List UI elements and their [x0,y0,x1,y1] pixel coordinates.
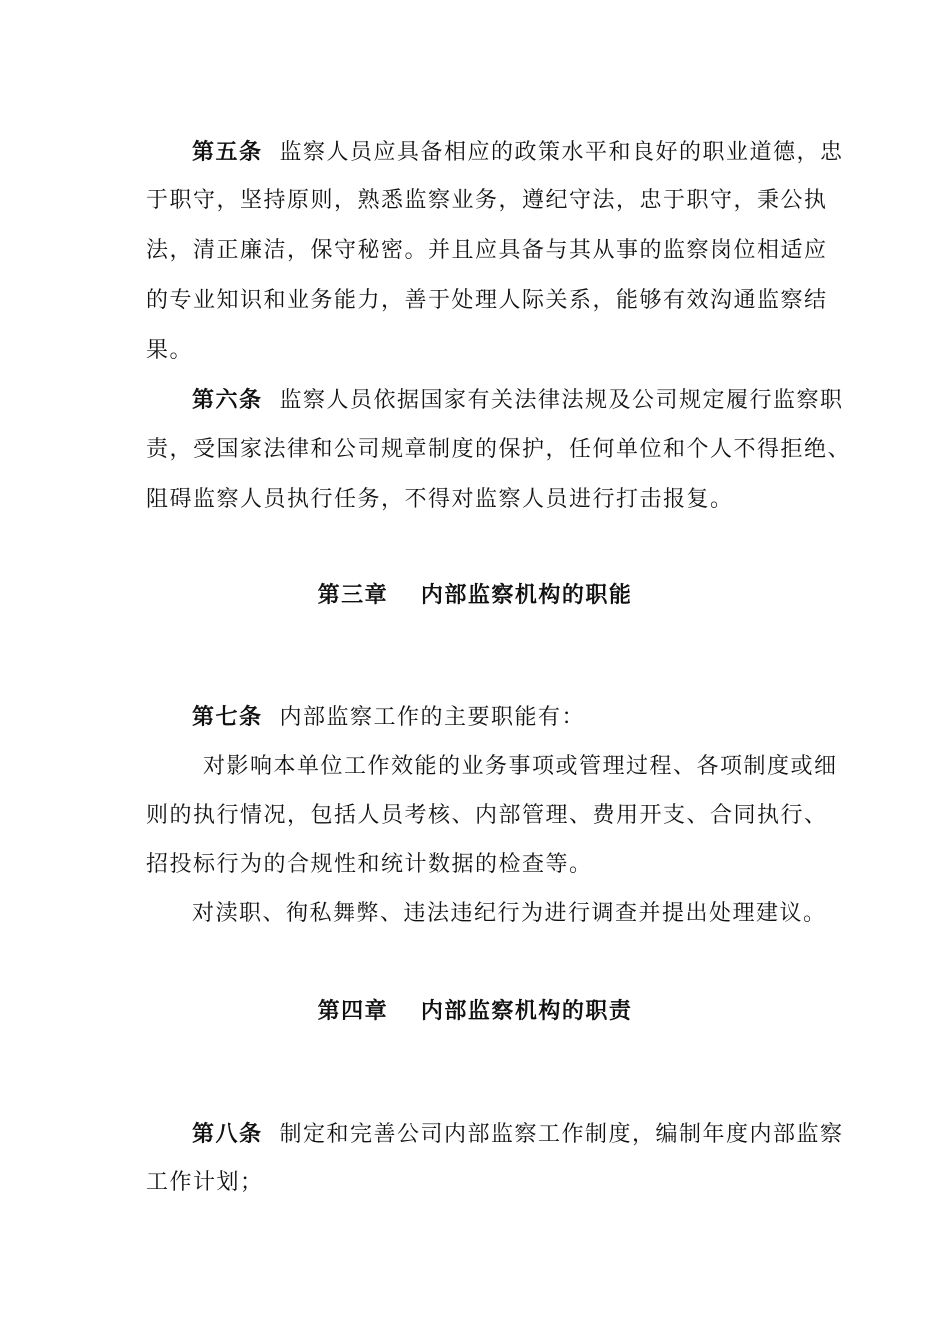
article-6-line-3: 阻碍监察人员执行任务，不得对监察人员进行打击报复。 [146,487,734,512]
article-7-item-1-line-3: 招投标行为的合规性和统计数据的检查等。 [146,852,593,877]
article-7-label: 第七条 [192,704,263,730]
article-6-text: 监察人员依据国家有关法律法规及公司规定履行监察职 [279,388,844,413]
article-6-label: 第六条 [192,387,263,413]
chapter-3-heading: 第三章 内部监察机构的职能 [317,582,633,608]
article-5-line-5: 果。 [146,338,194,363]
article-6-line-2: 责，受国家法律和公司规章制度的保护，任何单位和个人不得拒绝、 [146,437,852,462]
article-7-item-1-line-2: 则的执行情况，包括人员考核、内部管理、费用开支、合同执行、 [146,803,828,828]
article-5-text: 监察人员应具备相应的政策水平和良好的职业道德，忠 [279,140,844,165]
article-8-line-1 [192,1119,862,1150]
article-5-line-3: 法，清正廉洁，保守秘密。并且应具备与其从事的监察岗位相适应 [146,238,828,263]
chapter-4-heading: 第四章 内部监察机构的职责 [317,998,633,1024]
article-5-line-4: 的专业知识和业务能力，善于处理人际关系，能够有效沟通监察结 [146,288,828,313]
article-6-line-1 [192,385,862,416]
article-5-line-2: 于职守，坚持原则，熟悉监察业务，遵纪守法，忠于职守，秉公执 [146,188,828,213]
article-7-text: 内部监察工作的主要职能有： [279,705,586,730]
article-7-item-1-line-1: 对影响本单位工作效能的业务事项或管理过程、各项制度或细 [203,754,838,779]
article-5-line-1 [192,137,862,168]
article-5-label: 第五条 [192,139,263,165]
article-7-item-2: 对渎职、徇私舞弊、违法违纪行为进行调查并提出处理建议。 [192,901,827,926]
article-7-line-1 [192,702,862,733]
article-8-text: 制定和完善公司内部监察工作制度，编制年度内部监察 [279,1122,844,1147]
article-8-line-2: 工作计划； [146,1170,264,1195]
article-8-label: 第八条 [192,1121,263,1147]
